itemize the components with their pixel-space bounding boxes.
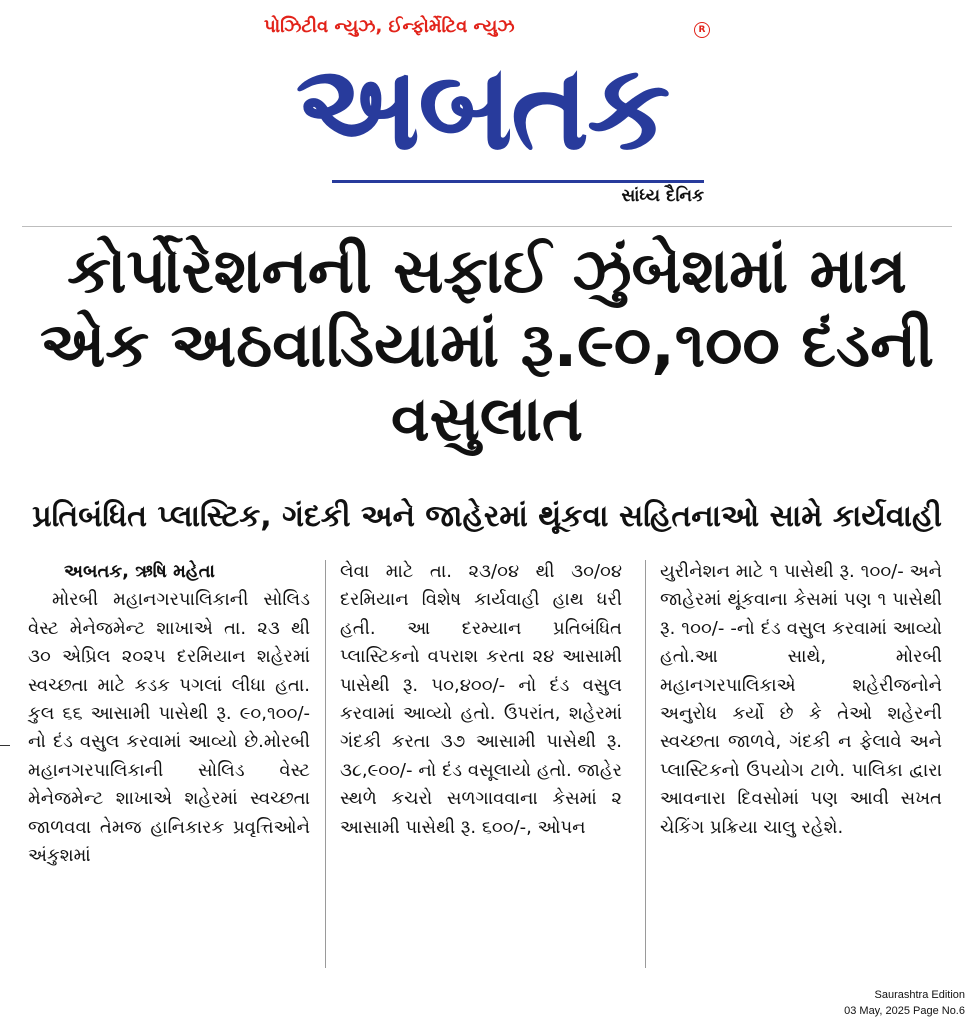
registered-trademark-icon: R (694, 22, 710, 38)
newspaper-logo: અબતક (295, 42, 669, 172)
column-3-text: યુરીનેશન માટે ૧ પાસેથી રૂ. ૧૦૦/- અને જાહેરમાં થૂંકવાના કેસમાં પણ ૧ પાસેથી રૂ. ૧૦૦/- -નો દંડ વસુલ કરવામાં આવ્યો હતો.આ સાથે, મોરબી મહાનગરપાલિકાએ શહેરીજનોને અનુરોધ કર્યો છે કે તેઓ શહેરની સ્વચ્છતા જાળવે, ગંદકી ન ફેલાવે અને પ્લાસ્ટિકનો ઉપયોગ ટાળે. પાલિકા દ્વારા આવનારા દિવસોમાં પણ આવી સખત ચેકિંગ પ્રક્રિયા ચાલુ રહેશે. (660, 561, 942, 838)
article-column-1 (28, 558, 310, 870)
header-divider (22, 226, 952, 227)
masthead-tagline: પોઝિટીવ ન્યુઝ, ઈન્ફોર્મેટિવ ન્યુઝ (264, 16, 515, 37)
edition-name: Saurashtra Edition (874, 989, 965, 1001)
column-divider (325, 560, 326, 968)
column-divider (645, 560, 646, 968)
column-2-text: લેવા માટે તા. ૨૩/૦૪ થી ૩૦/૦૪ દરમિયાન વિશેષ કાર્યવાહી હાથ ધરી હતી. આ દરમ્યાન પ્રતિબંધિત પ્લાસ્ટિકનો વપરાશ કરતા ૨૪ આસામી પાસેથી રૂ. ૫૦,૪૦૦/- નો દંડ વસુલ કરવામાં આવ્યો હતો. ઉપરાંત, શહેરમાં ગંદકી કરતા ૩૭ આસામી પાસેથી રૂ. ૩૮,૯૦૦/- નો દંડ વસૂલાયો હતો. જાહેર સ્થળે કચરો સળગાવવાના કેસમાં ૨ આસામી પાસેથી રૂ. ૬૦૦/-, ઓપન (340, 561, 622, 838)
article-column-2 (340, 558, 622, 842)
article-subheadline: પ્રતિબંધિત પ્લાસ્ટિક, ગંદકી અને જાહેરમાં થૂંકવા સહિતનાઓ સામે કાર્યવાહી (32, 499, 942, 534)
logo-underline (332, 180, 704, 183)
edition-info (844, 987, 965, 1019)
masthead-subtitle: સાંધ્ય દૈનિક (621, 186, 704, 206)
article-byline: અબતક, ઋષિ મહેતા (64, 561, 215, 582)
article-column-3 (660, 558, 942, 842)
column-1-text: મોરબી મહાનગરપાલિકાની સોલિડ વેસ્ટ મેનેજમેન્ટ શાખાએ તા. ૨૩ થી ૩૦ એપ્રિલ ૨૦૨૫ દરમિયાન શહેરમાં સ્વચ્છતા માટે કડક પગલાં લીધા હતા. કુલ ૬૬ આસામી પાસેથી રૂ. ૯૦,૧૦૦/- નો દંડ વસુલ કરવામાં આવ્યો છે.મોરબી મહાનગરપાલિકાની સોલિડ વેસ્ટ મેનેજમેન્ટ શાખાએ શહેરમાં સ્વચ્છતા જાળવવા તેમજ હાનિકારક પ્રવૃત્તિઓને અંકુશમાં (28, 589, 310, 867)
masthead (262, 14, 712, 204)
margin-tick-mark (0, 745, 10, 746)
article-headline: કોર્પોરેશનની સફાઈ ઝુંબેશમાં માત્ર એક અઠવાડિયામાં રૂ.૯૦,૧૦૦ દંડની વસુલાત (40, 234, 934, 455)
edition-date-page: 03 May, 2025 Page No.6 (844, 1005, 965, 1017)
